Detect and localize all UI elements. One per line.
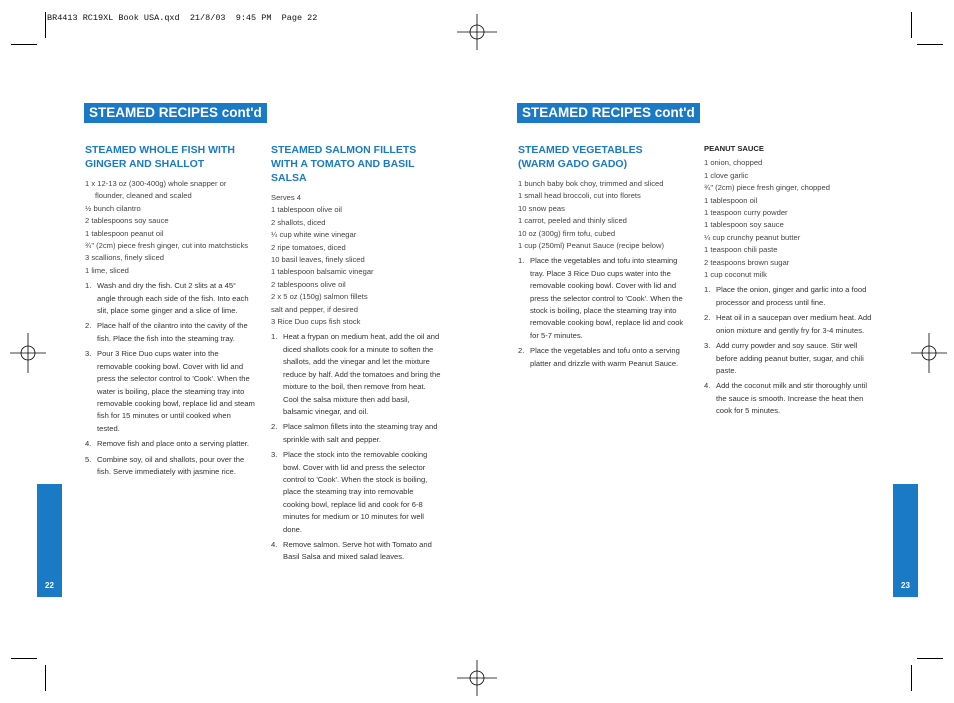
ingredient-list (518, 178, 688, 252)
ingredient: 3 Rice Duo cups fish stock (271, 317, 361, 327)
page-tab-right (893, 484, 918, 597)
recipe-title: STEAMED VEGETABLES (WARM GADO GADO) (518, 144, 643, 170)
recipe-whole-fish (85, 143, 255, 481)
ingredient: 1 bunch baby bok choy, trimmed and sliced (518, 179, 664, 188)
ingredient: 1 tablespoon soy sauce (704, 220, 784, 230)
ingredient: 2 ripe tomatoes, diced (271, 242, 346, 252)
ingredient-list (271, 192, 441, 328)
method-step: 2. Place salmon fillets into the steaming tray and sprinkle with salt and pepper. (271, 422, 438, 444)
ingredient: 10 basil leaves, finely sliced (271, 255, 365, 265)
ingredient-list (704, 157, 874, 281)
ingredient: 2 tablespoons olive oil (271, 279, 346, 289)
ingredient: 1 onion, chopped (704, 158, 763, 168)
crop-mark (11, 44, 37, 45)
recipe-salmon (271, 143, 441, 567)
method-step: 2. Place half of the cilantro into the cavity of the fish. Place the fish into the steaming tray. (85, 321, 248, 343)
recipe-vegetables (518, 143, 688, 373)
ingredient: 10 snow peas (518, 203, 565, 213)
method-step: 4. Remove fish and place onto a serving platter. (85, 439, 249, 449)
page-tab-left (37, 484, 62, 597)
crop-mark (11, 658, 37, 659)
ingredient: ½ bunch cilantro (85, 203, 141, 213)
ingredient: 1 cup coconut milk (704, 270, 767, 280)
crop-mark (911, 665, 912, 691)
page-number: 22 (45, 581, 54, 590)
page-number: 23 (901, 581, 910, 590)
method-step: 5. Combine soy, oil and shallots, pour over the fish. Serve immediately with jasmine rice. (85, 454, 245, 476)
ingredient-list (85, 178, 255, 277)
ingredient: 2 tablespoons soy sauce (85, 216, 169, 226)
ingredient: 1 tablespoon balsamic vinegar (271, 267, 374, 277)
registration-mark-icon (457, 660, 497, 696)
ingredient: 3 scallions, finely sliced (85, 253, 164, 263)
method-step: 4. Add the coconut milk and stir thoroughly until the sauce is smooth. Increase the heat then cook for 5 minutes. (704, 381, 868, 416)
recipe-peanut-sauce (704, 143, 874, 421)
ingredient: 2 teaspoons brown sugar (704, 257, 790, 267)
ingredient: ¾" (2cm) piece fresh ginger, chopped (704, 183, 830, 193)
ingredient: Serves 4 (271, 193, 301, 202)
ingredient: ¼ cup crunchy peanut butter (704, 232, 801, 242)
section-banner-left: STEAMED RECIPES cont'd (84, 103, 267, 123)
ingredient: 2 x 5 oz (150g) salmon fillets (271, 292, 368, 302)
ingredient: 2 shallots, diced (271, 217, 326, 227)
method-step: 2. Heat oil in a saucepan over medium heat. Add onion mixture and gently fry for 3-4 minutes. (704, 313, 872, 335)
file-slug: BR4413 RC19XL Book USA.qxd 21/8/03 9:45 PM Page 22 (47, 13, 318, 23)
registration-mark-icon (457, 14, 497, 50)
recipe-title: STEAMED WHOLE FISH WITH GINGER AND SHALLOT (85, 144, 235, 170)
method-step: 1. Place the onion, ginger and garlic into a food processor and process until fine. (704, 285, 867, 307)
recipe-title: STEAMED SALMON FILLETS WITH A TOMATO AND BASIL SALSA (271, 144, 417, 184)
method-steps (704, 284, 874, 417)
ingredient: 1 tablespoon peanut oil (85, 228, 164, 238)
crop-mark (917, 44, 943, 45)
method-steps (271, 331, 441, 563)
method-step: 3. Place the stock into the removable cooking bowl. Cover with lid and press the selector control to 'Cook'. When the stock is boiling, place the steaming tray into removable cooking bowl, replace lid and cook for 6-8 minutes for medium or 10 minutes for well done. (271, 450, 428, 534)
crop-mark (911, 12, 912, 38)
crop-mark (917, 658, 943, 659)
ingredient: 1 small head broccoli, cut into florets (518, 191, 641, 201)
method-step: 3. Pour 3 Rice Duo cups water into the removable cooking bowl. Cover with lid and press the selector control to 'Cook'. When the water is boiling, place the steaming tray into removable cooking bowl, replace lid and steam fish for 15 minutes or until cooked when tested. (85, 349, 255, 433)
ingredient: 10 oz (300g) firm tofu, cubed (518, 228, 616, 238)
crop-mark (45, 665, 46, 691)
method-step: 1. Wash and dry the fish. Cut 2 slits at a 45° angle through each side of the fish. Into each slit, place some ginger and a slice of lime. (85, 281, 249, 316)
ingredient: 1 cup (250ml) Peanut Sauce (recipe below) (518, 241, 665, 251)
recipe-subtitle: PEANUT SAUCE (704, 144, 764, 153)
crop-mark (45, 12, 46, 38)
method-steps (85, 280, 255, 478)
method-step: 3. Add curry powder and soy sauce. Stir well before adding peanut butter, sugar, and chili paste. (704, 341, 864, 375)
ingredient: 1 lime, sliced (85, 265, 129, 275)
method-step: 1. Heat a frypan on medium heat, add the oil and diced shallots cook for a minute to soften the shallots, add the vinegar and let the mixture reduce by half. Add the tomatoes and bring the mixture to the boil, then remove from heat. Cool the salsa mixture then add basil, balsamic vinegar, and oil. (271, 332, 441, 416)
ingredient: 1 clove garlic (704, 170, 749, 180)
ingredient: 1 tablespoon oil (704, 195, 758, 205)
method-step: 2. Place the vegetables and tofu onto a serving platter and drizzle with warm Peanut Sauce. (518, 346, 680, 368)
ingredient: 1 teaspoon curry powder (704, 208, 788, 218)
ingredient: ¾" (2cm) piece fresh ginger, cut into matchsticks (85, 241, 249, 251)
section-banner-right: STEAMED RECIPES cont'd (517, 103, 700, 123)
ingredient: ¼ cup white wine vinegar (271, 230, 357, 240)
ingredient: salt and pepper, if desired (271, 304, 358, 314)
ingredient: 1 tablespoon olive oil (271, 205, 342, 215)
method-step: 1. Place the vegetables and tofu into steaming tray. Place 3 Rice Duo cups water into the removable cooking bowl. Cover with lid and press the selector control to 'Cook'. When the stock is boiling, place the steaming tray into removable cooking bowl, replace lid and cook for 5-7 minutes. (518, 256, 684, 340)
method-step: 4. Remove salmon. Serve hot with Tomato and Basil Salsa and mixed salad leaves. (271, 539, 432, 562)
method-steps (518, 255, 688, 370)
ingredient: 1 carrot, peeled and thinly sliced (518, 216, 627, 226)
ingredient: 1 teaspoon chili paste (704, 245, 778, 255)
ingredient: 1 x 12-13 oz (300-400g) whole snapper or flounder, cleaned and scaled (85, 179, 227, 201)
registration-mark-icon (10, 333, 46, 373)
registration-mark-icon (911, 333, 947, 373)
